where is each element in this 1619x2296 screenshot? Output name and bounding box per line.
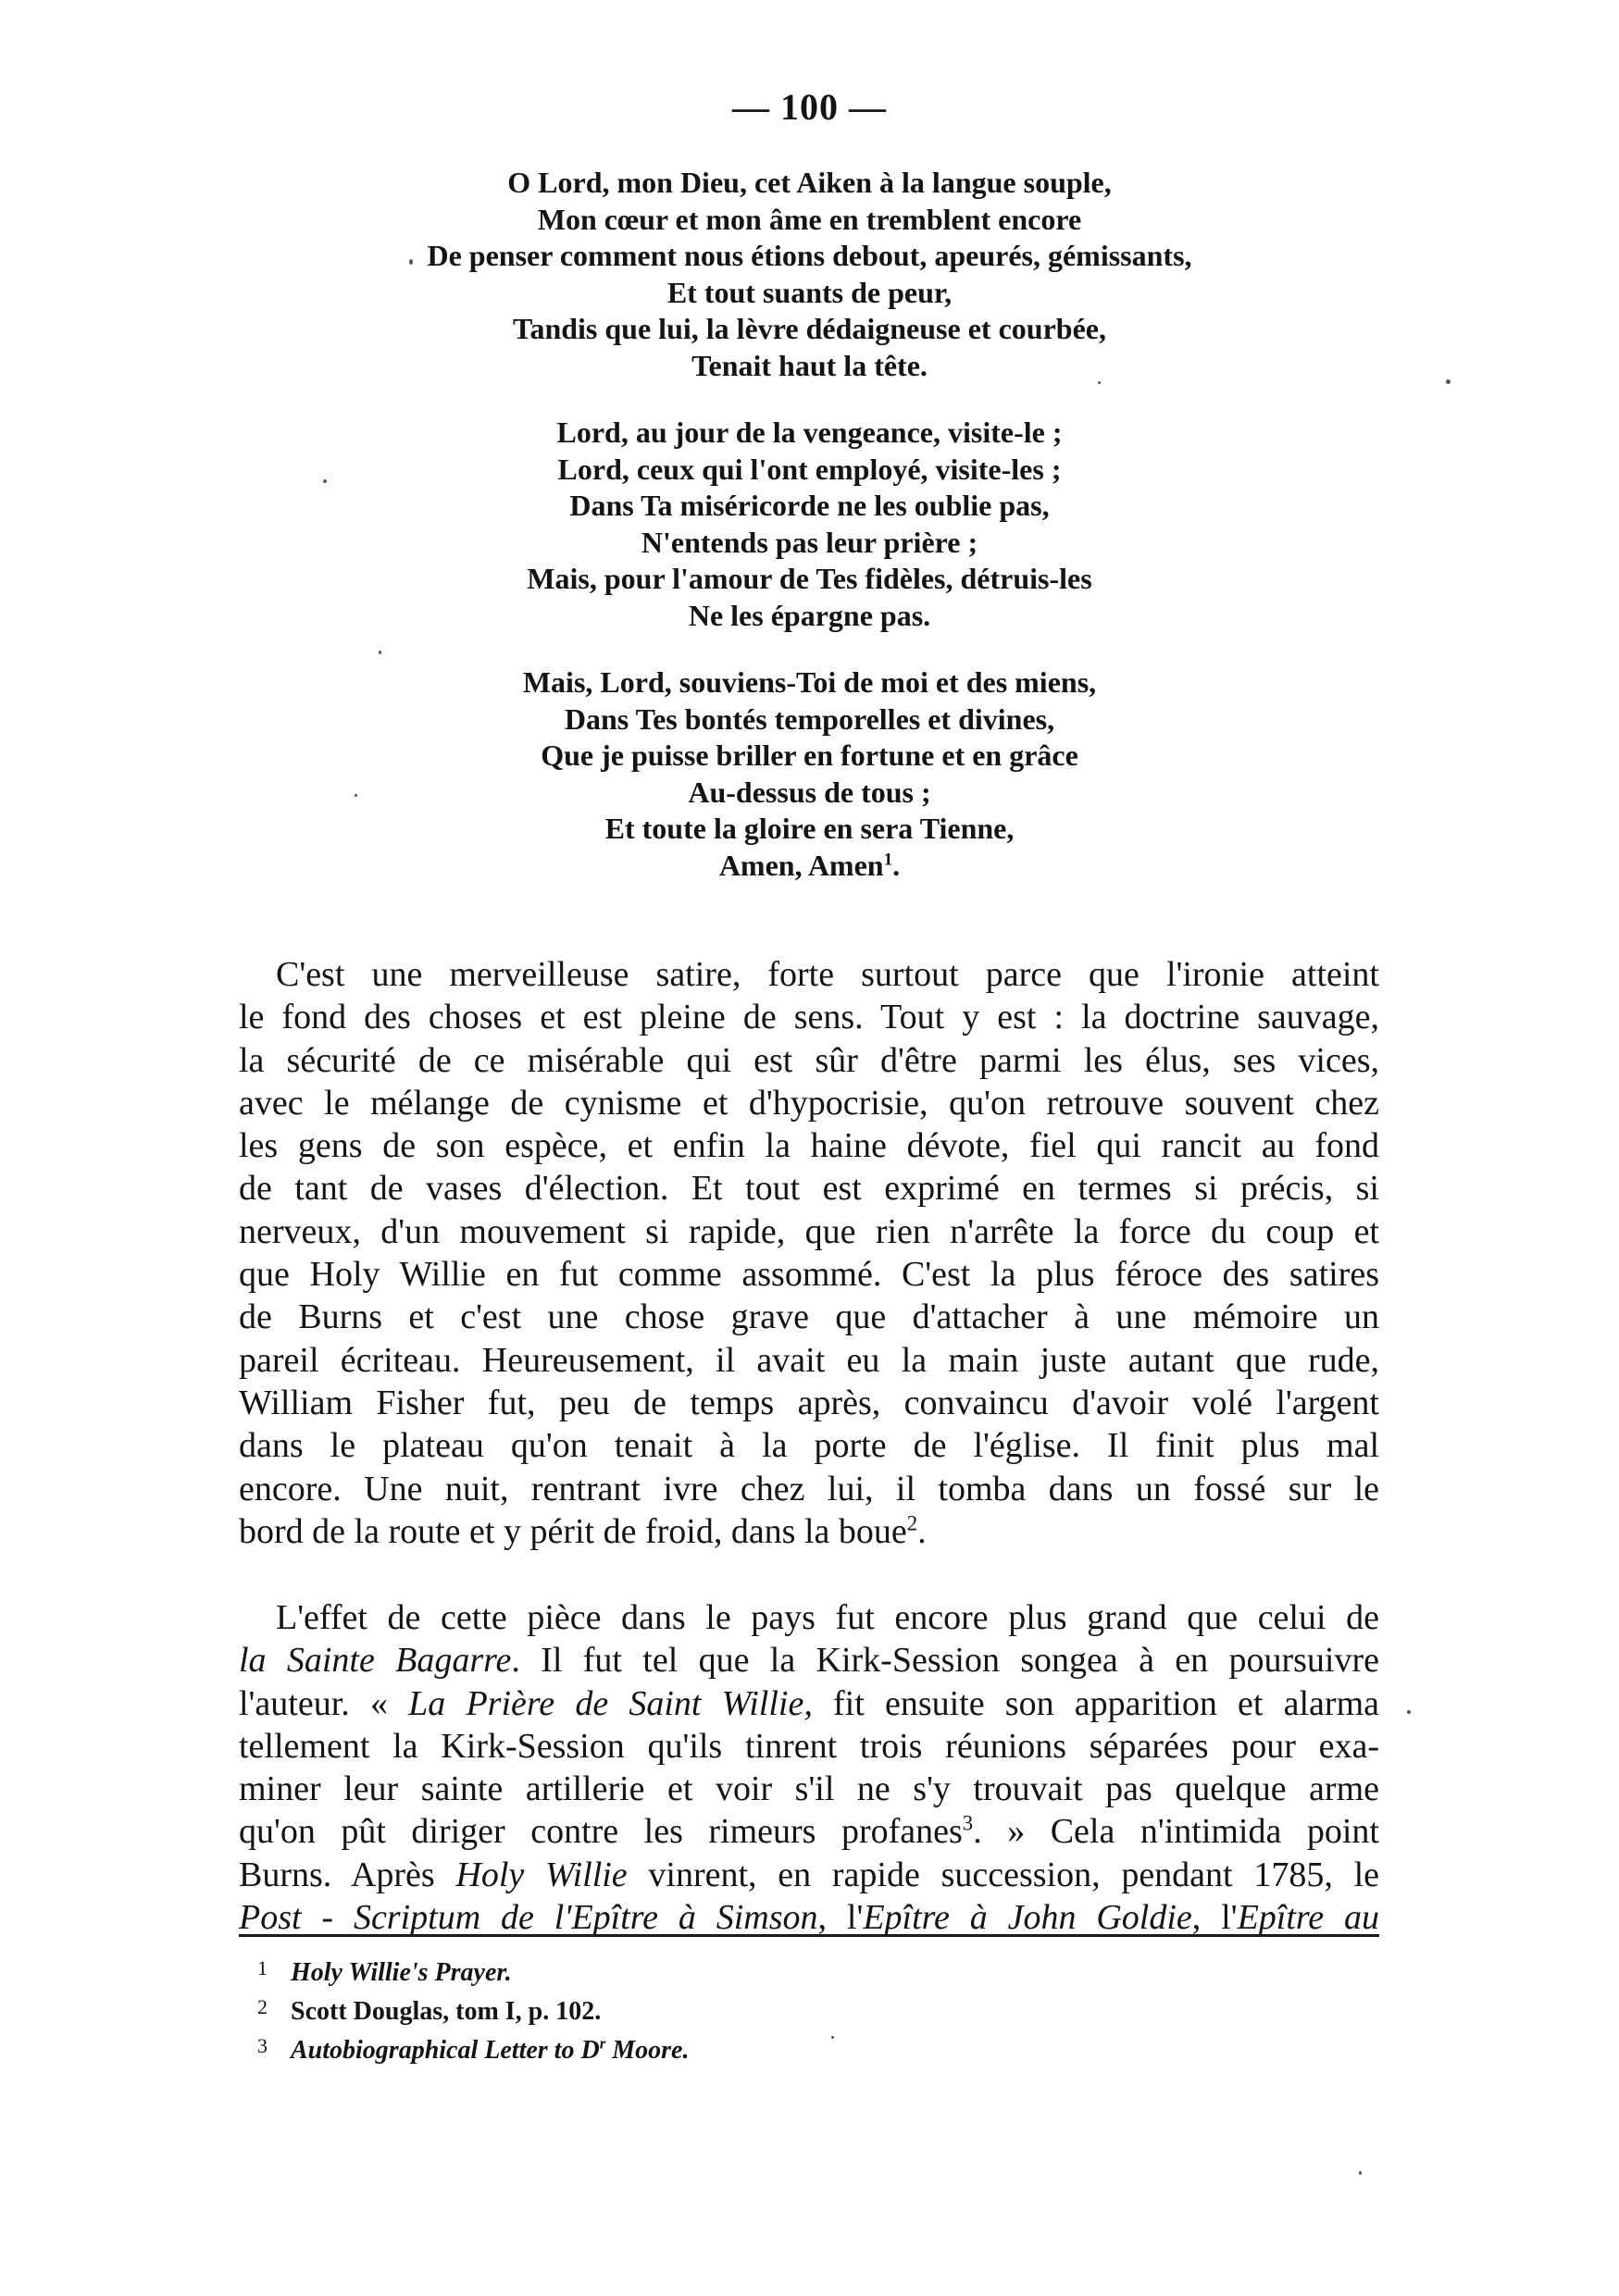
prose-text: . Il fut tel que la Kirk-Session songea à en poursuivre xyxy=(511,1641,1379,1681)
footnote-text: Autobiographical Letter to D xyxy=(291,2036,600,2065)
footnote-2 xyxy=(257,1990,1322,2029)
work-title: Post - Scriptum de l'Epître à Simson xyxy=(239,1898,818,1938)
prose-line-last xyxy=(239,1510,1379,1553)
scan-speck xyxy=(1098,381,1101,384)
poem-line: Lord, ceux qui l'ont employé, visite-les ; xyxy=(557,452,1062,486)
poem-line: O Lord, mon Dieu, cet Aiken à la langue souple, xyxy=(507,166,1112,199)
prose-line-text: bord de la route et y périt de froid, dans la boue xyxy=(239,1511,907,1551)
scan-speck xyxy=(323,479,327,483)
footnote-ref[interactable]: 1 xyxy=(883,849,893,869)
scan-speck xyxy=(1446,379,1451,384)
prose-line: de Burns et c'est une chose grave que d'attacher à une mémoire un xyxy=(239,1297,1379,1337)
prose-line: miner leur sainte artillerie et voir s'il ne s'y trouvait pas quelque arme xyxy=(239,1769,1379,1809)
poem-line: De penser comment nous étions debout, apeurés, gémissants, xyxy=(427,239,1192,272)
poem-line: Mais, pour l'amour de Tes fidèles, détruis-les xyxy=(527,562,1092,595)
work-title: la Sainte Bagarre xyxy=(239,1641,512,1681)
prose-line xyxy=(239,1810,1379,1853)
footnote-text: Scott Douglas, tom I, p. 102. xyxy=(291,1997,602,2026)
work-title: Epître à John Goldie xyxy=(863,1898,1192,1938)
prose-line: tellement la Kirk-Session qu'ils tinrent trois réunions séparées pour exa- xyxy=(239,1726,1379,1766)
poem-line: Au-dessus de tous ; xyxy=(688,775,931,809)
footnote-number: 2 xyxy=(257,1995,268,2018)
prose-line xyxy=(239,1682,1379,1725)
scan-speck xyxy=(355,794,357,797)
prose-text: l'auteur. « xyxy=(239,1683,409,1723)
punctuation: . xyxy=(892,848,901,882)
poem-line: Que je puisse briller en fortune et en grâce xyxy=(541,738,1078,772)
poem-line-text: Amen, Amen xyxy=(718,848,884,882)
prose-text: Burns. Après xyxy=(239,1855,456,1894)
prose-line xyxy=(239,1896,1379,1939)
poem-line: Et tout suants de peur, xyxy=(666,275,953,309)
punctuation: . xyxy=(917,1511,927,1551)
page-number: — 100 — xyxy=(732,86,887,128)
prose-line: nerveux, d'un mouvement si rapide, que rien n'arrête la force du coup et xyxy=(239,1211,1379,1251)
paragraph-1 xyxy=(239,953,1379,1553)
work-title: La Prière de Saint Willie, xyxy=(408,1683,813,1723)
poem-line: Tenait haut la tête. xyxy=(691,348,928,382)
footnote-number: 3 xyxy=(257,2034,268,2057)
prose-line: L'effet de cette pièce dans le pays fut encore plus grand que celui de xyxy=(276,1598,1379,1637)
footnote-divider xyxy=(239,1934,1379,1937)
work-title: Epître au xyxy=(1237,1898,1379,1938)
prose-line: pareil écriteau. Heureusement, il avait eu la main juste autant que rude, xyxy=(239,1340,1379,1380)
prose-line xyxy=(239,1854,1379,1896)
scan-speck xyxy=(379,651,381,654)
prose-line: dans le plateau qu'on tenait à la porte de l'église. Il finit plus mal xyxy=(239,1426,1379,1466)
poem-line: Et toute la gloire en sera Tienne, xyxy=(604,812,1015,845)
prose-line: la sécurité de ce misérable qui est sûr d'être parmi les élus, ses vices, xyxy=(239,1040,1379,1080)
prose-text: vinrent, en rapide succession, pendant 1785, le xyxy=(627,1855,1379,1894)
prose-line: le fond des choses et est pleine de sens. Tout y est : la doctrine sauvage, xyxy=(239,998,1379,1037)
footnote-text: Holy Willie's Prayer. xyxy=(291,1958,512,1987)
poem-line: Ne les épargne pas. xyxy=(688,598,931,632)
footnote-number: 1 xyxy=(257,1956,268,1980)
prose-line: encore. Une nuit, rentrant ivre chez lui, il tomba dans un fossé sur le xyxy=(239,1469,1379,1508)
poem-line: Mais, Lord, souviens-Toi de moi et des miens, xyxy=(522,665,1097,699)
footnote-superscript: r xyxy=(599,2034,606,2053)
prose-text: , l' xyxy=(817,1898,864,1938)
footnote-text: Moore. xyxy=(605,2036,690,2065)
prose-text: qu'on pût diriger contre les rimeurs profanes xyxy=(239,1812,963,1852)
poem-line: Dans Ta miséricorde ne les oublie pas, xyxy=(569,489,1050,522)
poem-line: Tandis que lui, la lèvre dédaigneuse et courbée, xyxy=(513,312,1106,345)
poem-line: Mon cœur et mon âme en tremblent encore xyxy=(537,202,1082,236)
prose-line: avec le mélange de cynisme et d'hypocrisie, qu'on retrouve souvent chez xyxy=(239,1083,1379,1123)
footnote-ref[interactable]: 3 xyxy=(962,1811,974,1835)
poem-stanza-2 xyxy=(278,415,1341,634)
work-title: Holy Willie xyxy=(455,1855,628,1894)
poem-line: Lord, au jour de la vengeance, visite-le ; xyxy=(556,416,1063,449)
poem-stanza-3 xyxy=(278,664,1341,884)
scan-speck xyxy=(1407,1710,1411,1714)
prose-text: , l' xyxy=(1191,1898,1238,1938)
prose-line: William Fisher fut, peu de temps après, convaincu d'avoir volé l'argent xyxy=(239,1383,1379,1422)
prose-line xyxy=(239,1639,1379,1682)
scan-speck xyxy=(409,259,413,265)
poem-line-final xyxy=(278,848,1341,885)
paragraph-2 xyxy=(239,1596,1379,1939)
poem-line: Dans Tes bontés temporelles et divines, xyxy=(564,701,1055,736)
prose-text: fit ensuite son apparition et alarma xyxy=(812,1683,1379,1723)
prose-line: C'est une merveilleuse satire, forte surtout parce que l'ironie atteint xyxy=(276,955,1379,994)
poem-stanza-1 xyxy=(278,165,1341,384)
footnote-ref[interactable]: 2 xyxy=(906,1511,918,1535)
scan-speck xyxy=(1359,2171,1362,2175)
prose-line: que Holy Willie en fut comme assommé. C'est la plus féroce des satires xyxy=(239,1255,1379,1295)
footnote-1 xyxy=(257,1951,1322,1990)
scan-speck xyxy=(831,2036,834,2039)
prose-line: les gens de son espèce, et enfin la haine dévote, fiel qui rancit au fond xyxy=(239,1126,1379,1166)
footnote-3 xyxy=(257,2029,1322,2067)
prose-line: de tant de vases d'élection. Et tout est exprimé en termes si précis, si xyxy=(239,1169,1379,1209)
poem-line: N'entends pas leur prière ; xyxy=(641,525,978,559)
footnotes xyxy=(257,1951,1322,2067)
prose-text: . » Cela n'intimida point xyxy=(973,1812,1379,1852)
